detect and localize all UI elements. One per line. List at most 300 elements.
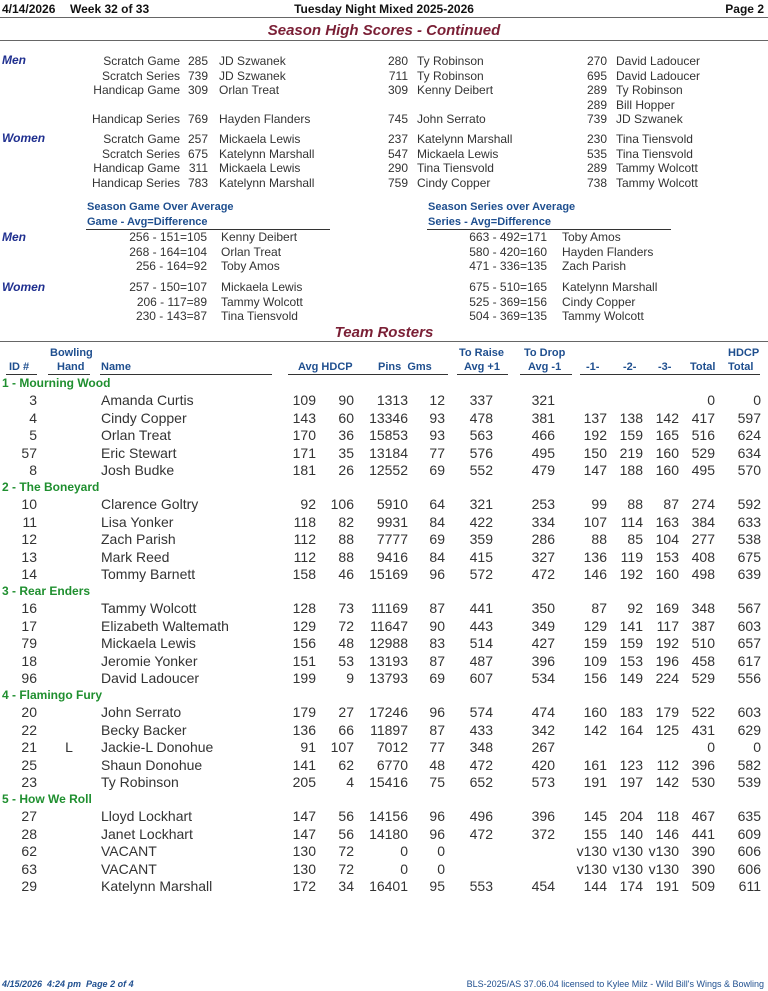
player-average: 205 bbox=[292, 774, 316, 791]
team-name: 5 - How We Roll bbox=[2, 792, 92, 806]
games-bowled: 87 bbox=[429, 600, 445, 616]
to-raise-average: 443 bbox=[469, 617, 493, 634]
handicap-total: 567 bbox=[737, 600, 761, 616]
total-pins: 15853 bbox=[369, 427, 408, 444]
score-bowler: David Ladoucer bbox=[616, 68, 701, 83]
score-bowler: Tina Tiensvold bbox=[417, 161, 494, 175]
total-pins: 0 bbox=[400, 843, 408, 860]
game-1-score: 87 bbox=[591, 600, 607, 616]
scratch-total: 387 bbox=[691, 617, 715, 634]
game-1-score: 147 bbox=[583, 462, 607, 479]
game-2-score: 149 bbox=[619, 670, 643, 687]
player-id: 11 bbox=[22, 513, 37, 530]
player-handicap: 60 bbox=[338, 409, 354, 426]
footer-license: BLS-2025/AS 37.06.04 licensed to Kylee Milz - Wild Bill's Wings & Bowling bbox=[466, 979, 764, 989]
col-to-raise: To Raise bbox=[459, 347, 505, 359]
player-id: 21 bbox=[21, 739, 37, 756]
player-handicap: 34 bbox=[338, 878, 354, 895]
handicap-total: 633 bbox=[737, 513, 761, 530]
total-pins: 15169 bbox=[369, 566, 408, 583]
over-avg-bowler: Mickaela Lewis bbox=[221, 280, 303, 294]
games-bowled: 90 bbox=[429, 617, 445, 634]
total-pins: 7012 bbox=[376, 739, 408, 756]
player-id: 5 bbox=[29, 427, 37, 444]
games-bowled: 96 bbox=[429, 808, 445, 824]
game-1-score: 136 bbox=[583, 548, 607, 565]
player-handicap: 72 bbox=[338, 843, 354, 860]
game-3-score: 153 bbox=[655, 548, 679, 565]
player-handicap: 4 bbox=[346, 774, 354, 791]
game-2-score: 153 bbox=[619, 652, 643, 669]
player-average: 136 bbox=[292, 721, 316, 738]
games-bowled: 96 bbox=[429, 825, 445, 842]
game-3-score: 142 bbox=[655, 409, 679, 426]
table-row bbox=[0, 774, 768, 792]
score-bowler: Ty Robinson bbox=[417, 68, 484, 83]
score-bowler: JD Szwanek bbox=[219, 68, 286, 83]
game-2-score: 204 bbox=[619, 808, 643, 824]
to-drop-average: 253 bbox=[531, 496, 555, 512]
table-row bbox=[0, 704, 768, 722]
player-name: Tammy Wolcott bbox=[101, 600, 197, 616]
score-category: Handicap Game bbox=[93, 161, 180, 175]
score-bowler: Katelynn Marshall bbox=[219, 175, 315, 190]
games-bowled: 96 bbox=[429, 566, 445, 583]
game-2-score: 123 bbox=[619, 756, 643, 773]
score-value: 711 bbox=[388, 68, 408, 83]
game-3-score: 165 bbox=[655, 427, 679, 444]
to-raise-average: 576 bbox=[469, 444, 493, 461]
to-raise-average: 337 bbox=[469, 392, 493, 408]
col-pins-gms: Pins Gms bbox=[378, 361, 432, 373]
over-avg-calc: 504 - 369=135 bbox=[469, 309, 547, 323]
games-bowled: 95 bbox=[429, 878, 445, 895]
player-average: 171 bbox=[292, 444, 316, 461]
game-3-score: 146 bbox=[655, 825, 679, 842]
total-pins: 13793 bbox=[369, 670, 408, 687]
score-value: 547 bbox=[387, 146, 408, 161]
player-id: 10 bbox=[21, 496, 37, 512]
team-name: 4 - Flamingo Fury bbox=[2, 688, 103, 702]
games-bowled: 93 bbox=[429, 427, 445, 444]
handicap-total: 611 bbox=[738, 878, 761, 895]
to-drop-average: 267 bbox=[531, 739, 555, 756]
to-drop-average: 479 bbox=[531, 462, 555, 479]
table-row bbox=[0, 878, 768, 896]
over-avg-calc: 230 - 143=87 bbox=[135, 309, 207, 323]
player-id: 28 bbox=[21, 825, 37, 842]
to-raise-average: 472 bbox=[469, 825, 493, 842]
scratch-total: 390 bbox=[691, 860, 715, 877]
player-average: 147 bbox=[292, 825, 316, 842]
to-drop-average: 472 bbox=[531, 566, 555, 583]
scratch-total: 522 bbox=[691, 704, 715, 720]
game-3-score: 87 bbox=[663, 496, 679, 512]
scratch-total: 274 bbox=[691, 496, 715, 512]
handicap-total: 606 bbox=[737, 860, 761, 877]
to-raise-average: 472 bbox=[469, 756, 493, 773]
player-average: 179 bbox=[292, 704, 316, 720]
player-handicap: 88 bbox=[338, 548, 354, 565]
games-bowled: 69 bbox=[429, 462, 445, 479]
score-category: Handicap Game bbox=[93, 83, 180, 97]
player-average: 158 bbox=[292, 566, 316, 583]
score-value: 535 bbox=[586, 146, 607, 161]
score-category: Scratch Game bbox=[103, 54, 180, 68]
game-1-score: 142 bbox=[583, 721, 607, 738]
player-name: Jackie-L Donohue bbox=[101, 739, 214, 756]
score-value: 759 bbox=[387, 175, 408, 190]
player-name: Orlan Treat bbox=[101, 427, 172, 444]
over-avg-calc: 268 - 164=104 bbox=[129, 244, 207, 259]
bowling-hand: L bbox=[65, 739, 73, 756]
handicap-total: 603 bbox=[737, 617, 761, 634]
games-bowled: 87 bbox=[429, 652, 445, 669]
player-name: David Ladoucer bbox=[101, 670, 200, 687]
to-drop-average: 420 bbox=[531, 756, 555, 773]
game-1-score: 159 bbox=[583, 635, 607, 652]
score-category: Scratch Series bbox=[101, 146, 180, 161]
table-row bbox=[0, 722, 768, 740]
to-raise-average: 572 bbox=[469, 566, 493, 583]
game-3-score: 191 bbox=[655, 878, 679, 895]
over-avg-calc: 206 - 117=89 bbox=[136, 294, 207, 309]
over-avg-calc: 525 - 369=156 bbox=[469, 294, 547, 309]
scratch-total: 384 bbox=[691, 513, 715, 530]
total-pins: 16401 bbox=[369, 878, 408, 895]
games-bowled: 12 bbox=[429, 392, 445, 408]
scratch-total: 408 bbox=[691, 548, 715, 565]
scratch-total: 529 bbox=[691, 444, 715, 461]
player-average: 109 bbox=[292, 392, 316, 408]
score-bowler: David Ladoucer bbox=[616, 54, 701, 68]
score-bowler: Ty Robinson bbox=[417, 54, 484, 68]
player-name: Ty Robinson bbox=[101, 774, 179, 791]
player-id: 27 bbox=[21, 808, 37, 824]
games-bowled: 69 bbox=[429, 670, 445, 687]
player-handicap: 88 bbox=[338, 531, 354, 548]
to-drop-average: 495 bbox=[531, 444, 555, 461]
rosters-divider bbox=[0, 341, 768, 342]
game-2-score: 183 bbox=[619, 704, 643, 720]
player-id: 23 bbox=[21, 774, 37, 791]
scratch-total: 417 bbox=[691, 409, 715, 426]
to-drop-average: 474 bbox=[531, 704, 555, 720]
total-pins: 12552 bbox=[369, 462, 408, 479]
scratch-total: 509 bbox=[691, 878, 715, 895]
score-value: 230 bbox=[586, 132, 607, 146]
to-drop-average: 396 bbox=[531, 808, 555, 824]
to-drop-average: 466 bbox=[531, 427, 555, 444]
player-average: 199 bbox=[292, 670, 316, 687]
player-name: Clarence Goltry bbox=[101, 496, 199, 512]
player-name: VACANT bbox=[101, 860, 157, 877]
player-handicap: 73 bbox=[338, 600, 354, 616]
games-bowled: 69 bbox=[429, 531, 445, 548]
table-row bbox=[0, 549, 768, 567]
player-average: 129 bbox=[292, 617, 316, 634]
player-name: Shaun Donohue bbox=[101, 756, 203, 773]
score-value: 309 bbox=[187, 83, 208, 97]
score-bowler: Hayden Flanders bbox=[219, 112, 311, 126]
player-handicap: 36 bbox=[338, 427, 354, 444]
total-pins: 9416 bbox=[376, 548, 408, 565]
score-bowler: Kenny Deibert bbox=[417, 83, 494, 97]
scratch-total: 0 bbox=[707, 739, 715, 756]
table-row bbox=[0, 445, 768, 463]
player-id: 25 bbox=[21, 756, 37, 773]
game-1-score: 109 bbox=[583, 652, 607, 669]
game-2-score: 159 bbox=[619, 427, 643, 444]
total-pins: 7777 bbox=[376, 531, 408, 548]
total-pins: 6770 bbox=[376, 756, 408, 773]
to-raise-average: 422 bbox=[469, 513, 493, 530]
over-avg-bowler: Kenny Deibert bbox=[221, 230, 298, 244]
player-average: 151 bbox=[292, 652, 316, 669]
to-raise-average: 553 bbox=[469, 878, 493, 895]
player-handicap: 72 bbox=[338, 617, 354, 634]
table-row bbox=[0, 861, 768, 879]
over-avg-bowler: Hayden Flanders bbox=[562, 244, 654, 259]
game-3-score: 125 bbox=[655, 721, 679, 738]
score-value: 280 bbox=[387, 54, 408, 68]
to-raise-average: 652 bbox=[469, 774, 493, 791]
game-2-score: 141 bbox=[619, 617, 643, 634]
women-label: Women bbox=[2, 131, 46, 145]
game-2-score: 192 bbox=[619, 566, 643, 583]
score-bowler: JD Szwanek bbox=[219, 54, 286, 68]
table-row bbox=[0, 826, 768, 844]
game-3-score: 196 bbox=[655, 652, 679, 669]
game-2-score: 140 bbox=[619, 825, 643, 842]
player-name: Tommy Barnett bbox=[101, 566, 196, 583]
scratch-total: 495 bbox=[691, 462, 715, 479]
player-handicap: 66 bbox=[338, 721, 354, 738]
player-handicap: 82 bbox=[338, 513, 354, 530]
handicap-total: 556 bbox=[737, 670, 761, 687]
high-scores-title: Season High Scores - Continued bbox=[267, 22, 501, 39]
score-bowler: JD Szwanek bbox=[616, 112, 683, 126]
scratch-total: 510 bbox=[691, 635, 715, 652]
score-value: 675 bbox=[187, 146, 208, 161]
score-bowler: Katelynn Marshall bbox=[219, 146, 315, 161]
to-drop-average: 427 bbox=[531, 635, 555, 652]
player-id: 29 bbox=[21, 878, 37, 895]
game-2-score: 85 bbox=[627, 531, 643, 548]
report-date: 4/14/2026 bbox=[2, 2, 56, 16]
total-pins: 9931 bbox=[376, 513, 408, 530]
score-value: 739 bbox=[187, 68, 208, 83]
player-id: 57 bbox=[21, 444, 37, 461]
player-average: 147 bbox=[292, 808, 316, 824]
game-2-score: 138 bbox=[619, 409, 643, 426]
to-raise-average: 496 bbox=[469, 808, 493, 824]
table-row bbox=[0, 392, 768, 410]
handicap-total: 539 bbox=[737, 774, 761, 791]
player-average: 181 bbox=[292, 462, 316, 479]
league-name: Tuesday Night Mixed 2025-2026 bbox=[294, 2, 474, 16]
header-divider bbox=[0, 17, 768, 18]
scratch-total: 516 bbox=[691, 427, 715, 444]
score-value: 289 bbox=[586, 83, 607, 97]
score-value: 783 bbox=[187, 175, 208, 190]
player-name: John Serrato bbox=[101, 704, 182, 720]
player-id: 22 bbox=[21, 721, 37, 738]
to-drop-average: 349 bbox=[531, 617, 555, 634]
to-drop-average: 334 bbox=[531, 513, 555, 530]
table-row bbox=[0, 757, 768, 775]
table-row bbox=[0, 531, 768, 549]
over-avg-calc: 580 - 420=160 bbox=[469, 244, 547, 259]
handicap-total: 597 bbox=[737, 409, 761, 426]
player-name: Zach Parish bbox=[101, 531, 176, 548]
over-avg-women-label: Women bbox=[2, 280, 46, 294]
game-2-score: 164 bbox=[619, 721, 643, 738]
to-drop-average: 286 bbox=[531, 531, 555, 548]
game-2-score: 159 bbox=[619, 635, 643, 652]
handicap-total: 582 bbox=[737, 756, 761, 773]
col-name: Name bbox=[101, 361, 131, 373]
table-row bbox=[0, 566, 768, 584]
score-value: 739 bbox=[586, 112, 607, 126]
col-id: ID # bbox=[9, 361, 30, 373]
game-2-score: 119 bbox=[620, 548, 643, 565]
game-3-score: 104 bbox=[655, 531, 679, 548]
col-to-raise-sub: Avg +1 bbox=[464, 361, 500, 373]
game-3-score: 192 bbox=[655, 635, 679, 652]
player-id: 63 bbox=[21, 860, 37, 877]
player-handicap: 53 bbox=[338, 652, 354, 669]
score-value: 309 bbox=[387, 83, 408, 97]
score-bowler: Tina Tiensvold bbox=[616, 132, 693, 146]
to-raise-average: 321 bbox=[469, 496, 493, 512]
game-1-score: 107 bbox=[583, 513, 607, 530]
player-name: Jeromie Yonker bbox=[101, 652, 198, 669]
player-average: 128 bbox=[292, 600, 316, 616]
handicap-total: 639 bbox=[737, 566, 761, 583]
game-3-score: 117 bbox=[656, 617, 679, 634]
men-label: Men bbox=[2, 53, 26, 67]
game-over-average-title: Season Game Over Average bbox=[87, 201, 234, 213]
over-avg-calc: 256 - 164=92 bbox=[135, 259, 207, 273]
table-row bbox=[0, 670, 768, 688]
games-bowled: 64 bbox=[429, 496, 445, 512]
to-drop-average: 342 bbox=[531, 721, 555, 738]
scratch-total: 0 bbox=[707, 392, 715, 408]
handicap-total: 635 bbox=[737, 808, 761, 824]
game-2-score: 92 bbox=[627, 600, 643, 616]
game-1-score: v130 bbox=[576, 860, 607, 877]
over-avg-calc: 663 - 492=171 bbox=[469, 230, 547, 244]
games-bowled: 87 bbox=[429, 721, 445, 738]
games-bowled: 96 bbox=[429, 704, 445, 720]
game-1-score: 150 bbox=[583, 444, 607, 461]
col-game-3: -3- bbox=[658, 361, 672, 373]
game-1-score: 192 bbox=[583, 427, 607, 444]
player-name: Elizabeth Waltemath bbox=[101, 617, 229, 634]
player-id: 8 bbox=[29, 462, 37, 479]
score-bowler: Ty Robinson bbox=[616, 83, 683, 97]
score-bowler: Mickaela Lewis bbox=[219, 161, 301, 175]
game-3-score: 112 bbox=[656, 756, 679, 773]
table-row bbox=[0, 514, 768, 532]
game-3-score: v130 bbox=[648, 860, 679, 877]
score-value: 769 bbox=[187, 112, 208, 126]
player-average: 170 bbox=[292, 427, 316, 444]
to-drop-average: 573 bbox=[531, 774, 555, 791]
game-3-score: 118 bbox=[656, 808, 679, 824]
games-bowled: 48 bbox=[429, 756, 445, 773]
col-hdcp-total-sub: Total bbox=[728, 361, 754, 373]
games-bowled: 84 bbox=[429, 548, 445, 565]
col-bowling: Bowling bbox=[50, 347, 93, 359]
over-avg-bowler: Tammy Wolcott bbox=[562, 309, 644, 323]
over-avg-bowler: Zach Parish bbox=[562, 259, 627, 273]
score-bowler: Orlan Treat bbox=[219, 83, 280, 97]
footer-print-info: 4/15/2026 4:24 pm Page 2 of 4 bbox=[2, 979, 134, 989]
games-bowled: 83 bbox=[429, 635, 445, 652]
team-name: 3 - Rear Enders bbox=[2, 584, 91, 598]
game-3-score: 160 bbox=[655, 462, 679, 479]
game-2-score: 219 bbox=[619, 444, 643, 461]
total-pins: 11647 bbox=[370, 617, 408, 634]
rosters-title: Team Rosters bbox=[334, 324, 434, 341]
player-name: Amanda Curtis bbox=[101, 392, 194, 408]
over-avg-men-label: Men bbox=[2, 230, 26, 244]
scratch-total: 498 bbox=[691, 566, 715, 583]
game-2-score: 114 bbox=[620, 513, 643, 530]
handicap-total: 592 bbox=[737, 496, 761, 512]
player-id: 18 bbox=[21, 652, 37, 669]
series-over-average-subtitle: Series - Avg=Difference bbox=[428, 216, 551, 228]
total-pins: 11169 bbox=[371, 600, 408, 616]
to-drop-average: 396 bbox=[531, 652, 555, 669]
total-pins: 13346 bbox=[369, 409, 408, 426]
game-3-score: 224 bbox=[655, 670, 679, 687]
to-raise-average: 348 bbox=[469, 739, 493, 756]
to-drop-average: 381 bbox=[531, 409, 555, 426]
scratch-total: 277 bbox=[691, 531, 715, 548]
col-avg-hdcp: Avg HDCP bbox=[298, 361, 353, 373]
scratch-total: 530 bbox=[691, 774, 715, 791]
over-avg-bowler: Toby Amos bbox=[221, 259, 280, 273]
col-game-1: -1- bbox=[586, 361, 600, 373]
game-2-score: 174 bbox=[619, 878, 643, 895]
player-id: 79 bbox=[21, 635, 37, 652]
player-name: Mark Reed bbox=[101, 548, 170, 565]
game-2-score: v130 bbox=[612, 843, 643, 860]
score-value: 311 bbox=[188, 161, 208, 175]
player-average: 112 bbox=[293, 548, 316, 565]
handicap-total: 629 bbox=[737, 721, 761, 738]
handicap-total: 606 bbox=[737, 843, 761, 860]
score-bowler: Tina Tiensvold bbox=[616, 146, 693, 161]
series-over-average-title: Season Series over Average bbox=[428, 201, 576, 213]
game-1-score: 146 bbox=[583, 566, 607, 583]
game-1-score: 144 bbox=[583, 878, 607, 895]
col-hand: Hand bbox=[57, 361, 85, 373]
handicap-total: 538 bbox=[737, 531, 761, 548]
handicap-total: 657 bbox=[737, 635, 761, 652]
over-avg-calc: 471 - 336=135 bbox=[469, 259, 547, 273]
total-pins: 13193 bbox=[369, 652, 408, 669]
over-avg-bowler: Katelynn Marshall bbox=[562, 280, 658, 294]
table-row bbox=[0, 843, 768, 861]
to-raise-average: 514 bbox=[469, 635, 493, 652]
player-average: 156 bbox=[292, 635, 316, 652]
games-bowled: 84 bbox=[429, 513, 445, 530]
player-handicap: 27 bbox=[338, 704, 354, 720]
